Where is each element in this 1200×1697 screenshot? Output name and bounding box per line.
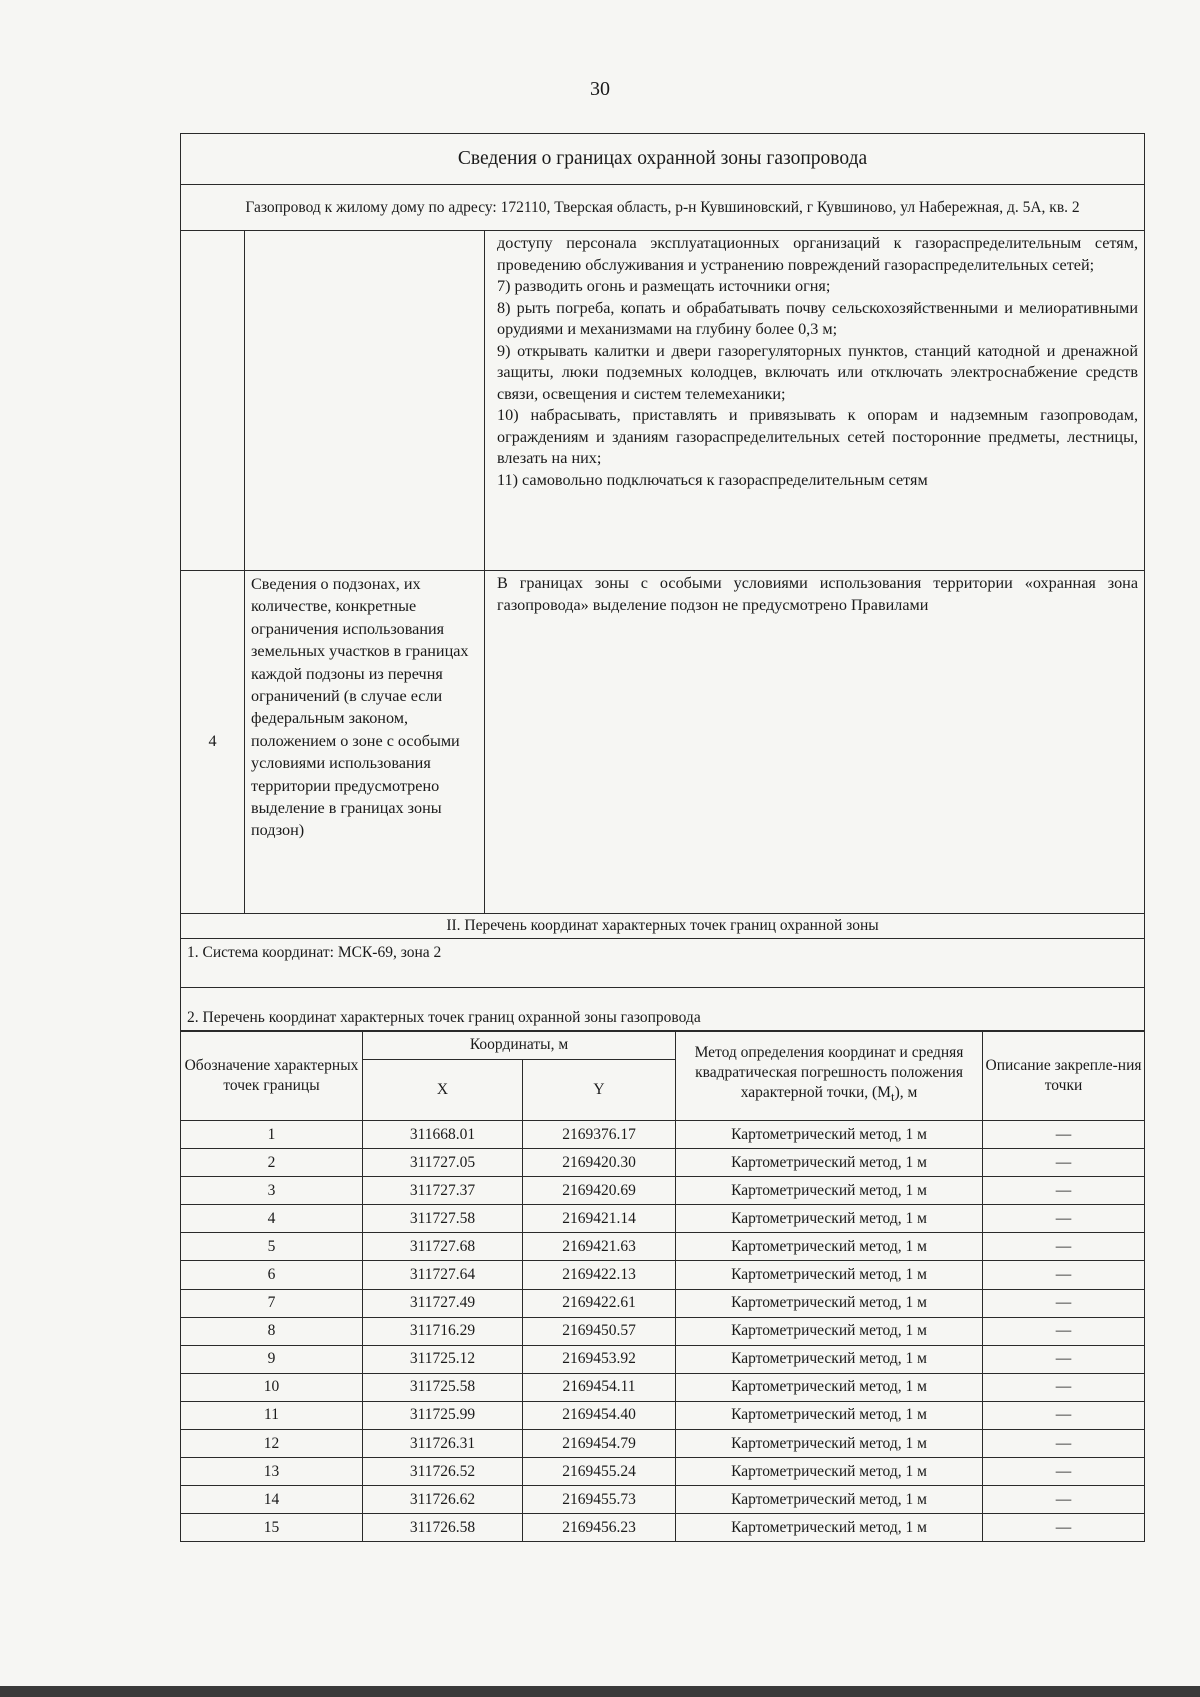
coord-x: 311727.68 [363, 1233, 523, 1261]
coordinates-table [180, 1030, 1145, 1542]
description: — [983, 1289, 1145, 1317]
coord-x: 311725.12 [363, 1345, 523, 1373]
header-description: Описание закрепле-ния точки [983, 1031, 1145, 1121]
description: — [983, 1373, 1145, 1401]
row-number: 4 [181, 571, 245, 914]
coord-x: 311727.05 [363, 1149, 523, 1177]
point-number: 7 [181, 1289, 363, 1317]
description: — [983, 1514, 1145, 1542]
method: Картометрический метод, 1 м [676, 1149, 983, 1177]
coord-x: 311725.99 [363, 1401, 523, 1429]
coord-y: 2169453.92 [523, 1345, 676, 1373]
restriction-item: доступу персонала эксплуатационных организаций к газораспределительным сетям, проведению обслуживания и устранению повреждений газораспределительных сетей; [497, 234, 1139, 274]
description: — [983, 1149, 1145, 1177]
point-number: 3 [181, 1177, 363, 1205]
restriction-item: 9) открывать калитки и двери газорегуляторных пунктов, станций катодной и дренажной защиты, люки подземных колодцев, включать или отключать электроснабжение средств связи, освещения и систем телемеханики; [497, 341, 1139, 403]
header-x: X [363, 1060, 523, 1121]
coord-y: 2169421.14 [523, 1205, 676, 1233]
coord-y: 2169454.79 [523, 1430, 676, 1458]
coord-y: 2169421.63 [523, 1233, 676, 1261]
subzone-text: В границах зоны с особыми условиями использования территории «охранная зона газопровода» выделение подзон не предусмотрено Правилами [485, 571, 1145, 914]
empty-label-cell [245, 231, 485, 571]
method: Картометрический метод, 1 м [676, 1233, 983, 1261]
table-row [181, 1373, 1145, 1401]
table-row [181, 1317, 1145, 1345]
table-row [181, 1233, 1145, 1261]
coordinate-system: 1. Система координат: МСК-69, зона 2 [181, 939, 1145, 988]
table-row [181, 1177, 1145, 1205]
section-title: II. Перечень координат характерных точек границ охранной зоны [181, 914, 1145, 939]
method: Картометрический метод, 1 м [676, 1401, 983, 1429]
table-row [181, 1205, 1145, 1233]
point-number: 4 [181, 1205, 363, 1233]
description: — [983, 1401, 1145, 1429]
coordinate-list-title: 2. Перечень координат характерных точек границ охранной зоны газопровода [181, 988, 1145, 1032]
coord-x: 311726.31 [363, 1430, 523, 1458]
table-row [181, 1430, 1145, 1458]
coord-y: 2169450.57 [523, 1317, 676, 1345]
coord-x: 311727.37 [363, 1177, 523, 1205]
description: — [983, 1121, 1145, 1149]
point-number: 14 [181, 1486, 363, 1514]
coord-y: 2169420.69 [523, 1177, 676, 1205]
point-number: 5 [181, 1233, 363, 1261]
description: — [983, 1177, 1145, 1205]
restriction-item: 10) набрасывать, приставлять и привязывать к опорам и надземным газопроводам, ограждениям и зданиям газораспределительных сетей посторонние предметы, лестницы, влезать на них; [497, 406, 1139, 467]
table-row [181, 1261, 1145, 1289]
coord-y: 2169455.73 [523, 1486, 676, 1514]
header-point: Обозначение характерных точек границы [181, 1031, 363, 1121]
coord-x: 311727.49 [363, 1289, 523, 1317]
point-number: 6 [181, 1261, 363, 1289]
header-y: Y [523, 1060, 676, 1121]
method: Картометрический метод, 1 м [676, 1289, 983, 1317]
table-row [181, 1345, 1145, 1373]
table-row [181, 1289, 1145, 1317]
empty-number-cell [181, 231, 245, 571]
coord-y: 2169422.61 [523, 1289, 676, 1317]
coord-x: 311716.29 [363, 1317, 523, 1345]
description: — [983, 1458, 1145, 1486]
description: — [983, 1205, 1145, 1233]
coord-x: 311727.64 [363, 1261, 523, 1289]
point-number: 9 [181, 1345, 363, 1373]
zone-info-table [180, 133, 1145, 1032]
document-title: Сведения о границах охранной зоны газопровода [181, 134, 1145, 185]
coord-y: 2169422.13 [523, 1261, 676, 1289]
table-row [181, 1149, 1145, 1177]
restrictions-continued [485, 231, 1145, 571]
coord-y: 2169420.30 [523, 1149, 676, 1177]
point-number: 2 [181, 1149, 363, 1177]
coord-x: 311726.62 [363, 1486, 523, 1514]
header-coordinates: Координаты, м [363, 1031, 676, 1060]
description: — [983, 1345, 1145, 1373]
coord-x: 311726.58 [363, 1514, 523, 1542]
restriction-item: 7) разводить огонь и размещать источники огня; [497, 277, 831, 295]
coord-y: 2169376.17 [523, 1121, 676, 1149]
method: Картометрический метод, 1 м [676, 1430, 983, 1458]
method: Картометрический метод, 1 м [676, 1373, 983, 1401]
coord-x: 311725.58 [363, 1373, 523, 1401]
coord-x: 311726.52 [363, 1458, 523, 1486]
point-number: 13 [181, 1458, 363, 1486]
restriction-item: 8) рыть погреба, копать и обрабатывать почву сельскохозяйственными и мелиоративными орудиями и механизмами на глубину более 0,3 м; [497, 298, 1139, 338]
method: Картометрический метод, 1 м [676, 1261, 983, 1289]
point-number: 11 [181, 1401, 363, 1429]
header-method: Метод определения координат и средняя квадратическая погрешность положения характерной точки, $(M_t)$, м [676, 1031, 983, 1121]
subzone-label: Сведения о подзонах, их количестве, конкретные ограничения использования земельных участков в границах каждой подзоны из перечня ограничений (в случае если федеральным законом, положением о зоне с особыми условиями использования территории предусмотрено выделение в границах зоны подзон) [245, 571, 485, 914]
table-row [181, 1121, 1145, 1149]
description: — [983, 1486, 1145, 1514]
scan-edge [0, 1686, 1200, 1697]
point-number: 8 [181, 1317, 363, 1345]
coord-x: 311668.01 [363, 1121, 523, 1149]
coord-x: 311727.58 [363, 1205, 523, 1233]
description: — [983, 1233, 1145, 1261]
method: Картометрический метод, 1 м [676, 1205, 983, 1233]
method: Картометрический метод, 1 м [676, 1121, 983, 1149]
method: Картометрический метод, 1 м [676, 1177, 983, 1205]
method: Картометрический метод, 1 м [676, 1345, 983, 1373]
description: — [983, 1317, 1145, 1345]
coord-y: 2169456.23 [523, 1514, 676, 1542]
method: Картометрический метод, 1 м [676, 1486, 983, 1514]
table-row [181, 1486, 1145, 1514]
coord-y: 2169455.24 [523, 1458, 676, 1486]
point-number: 15 [181, 1514, 363, 1542]
method: Картометрический метод, 1 м [676, 1317, 983, 1345]
method: Картометрический метод, 1 м [676, 1514, 983, 1542]
coord-y: 2169454.40 [523, 1401, 676, 1429]
table-row [181, 1514, 1145, 1542]
point-number: 10 [181, 1373, 363, 1401]
object-address: Газопровод к жилому дому по адресу: 172110, Тверская область, р-н Кувшиновский, г Кувшиново, ул Набережная, д. 5А, кв. 2 [181, 185, 1145, 231]
restriction-item: 11) самовольно подключаться к газораспределительным сетям [497, 470, 928, 489]
table-row [181, 1458, 1145, 1486]
description: — [983, 1430, 1145, 1458]
point-number: 12 [181, 1430, 363, 1458]
point-number: 1 [181, 1121, 363, 1149]
method: Картометрический метод, 1 м [676, 1458, 983, 1486]
table-row [181, 1401, 1145, 1429]
coord-y: 2169454.11 [523, 1373, 676, 1401]
description: — [983, 1261, 1145, 1289]
page-number: 30 [590, 78, 610, 100]
